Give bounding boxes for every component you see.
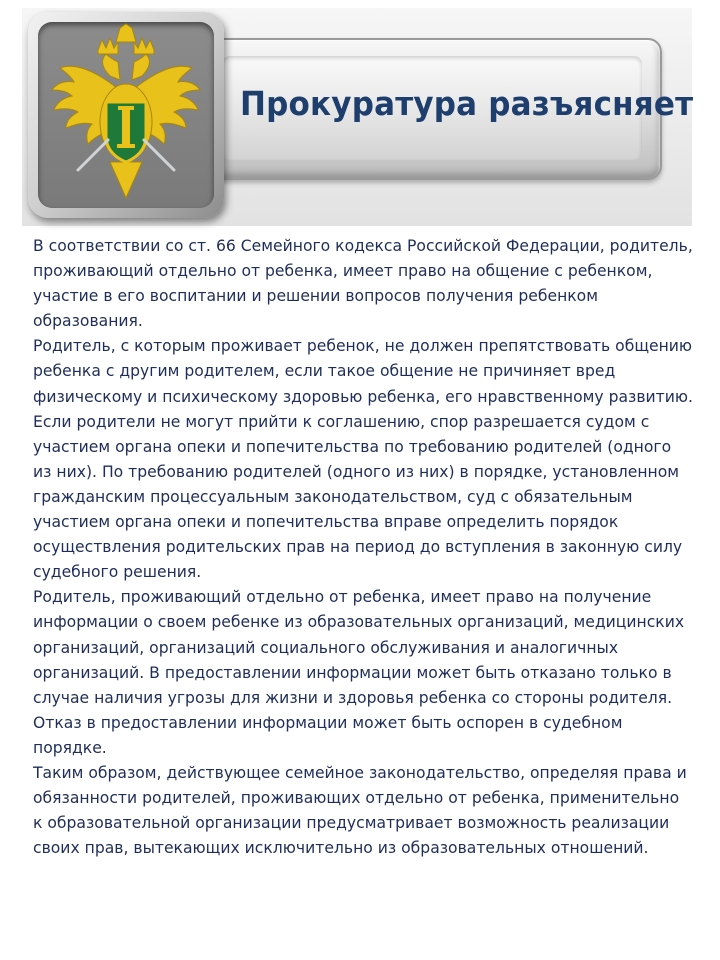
- article-body: [33, 234, 693, 861]
- paragraph: Родитель, проживающий отдельно от ребенка, имеет право на получение информации о своем ребенке из образовательных организаций, медицинских организаций, организаций социального обслуживания и аналогичных организаций. В предоставлении информации может быть отказано только в случае наличия угрозы для жизни и здоровья ребенка со стороны родителя. Отказ в предоставлении информации может быть оспорен в судебном порядке.: [33, 588, 685, 757]
- paragraph: Родитель, с которым проживает ребенок, не должен препятствовать общению ребенка с другим родителем, если такое общение не причиняет вред физическому и психическому здоровью ребенка, его нравственному развитию.: [33, 337, 693, 406]
- paragraph: Если родители не могут прийти к соглашению, спор разрешается судом с участием органа опеки и попечительства по требованию родителей (одного из них). По требованию родителей (одного из них) в порядке, установленном гражданским процессуальным законодательством, суд с обязательным участием органа опеки и попечительства вправе определить порядок осуществления родительских прав на период до вступления в законную силу судебного решения.: [33, 412, 683, 582]
- paragraph: Таким образом, действующее семейное законодательство, определяя права и обязанности родителей, проживающих отдельно от ребенка, применительно к образовательной организации предусматривает возможность реализации своих прав, вытекающих исключительно из образовательных отношений.: [33, 763, 687, 858]
- page-title: Прокуратура разъясняет: [240, 84, 694, 123]
- emblem-frame: [28, 12, 224, 218]
- prosecutor-emblem-icon: [38, 22, 214, 208]
- emblem-face: [38, 22, 214, 208]
- paragraph: В соответствии со ст. 66 Семейного кодекса Российской Федерации, родитель, проживающий отдельно от ребенка, имеет право на общение с ребенком, участие в его воспитании и решении вопросов получения ребенком образования.: [33, 237, 693, 331]
